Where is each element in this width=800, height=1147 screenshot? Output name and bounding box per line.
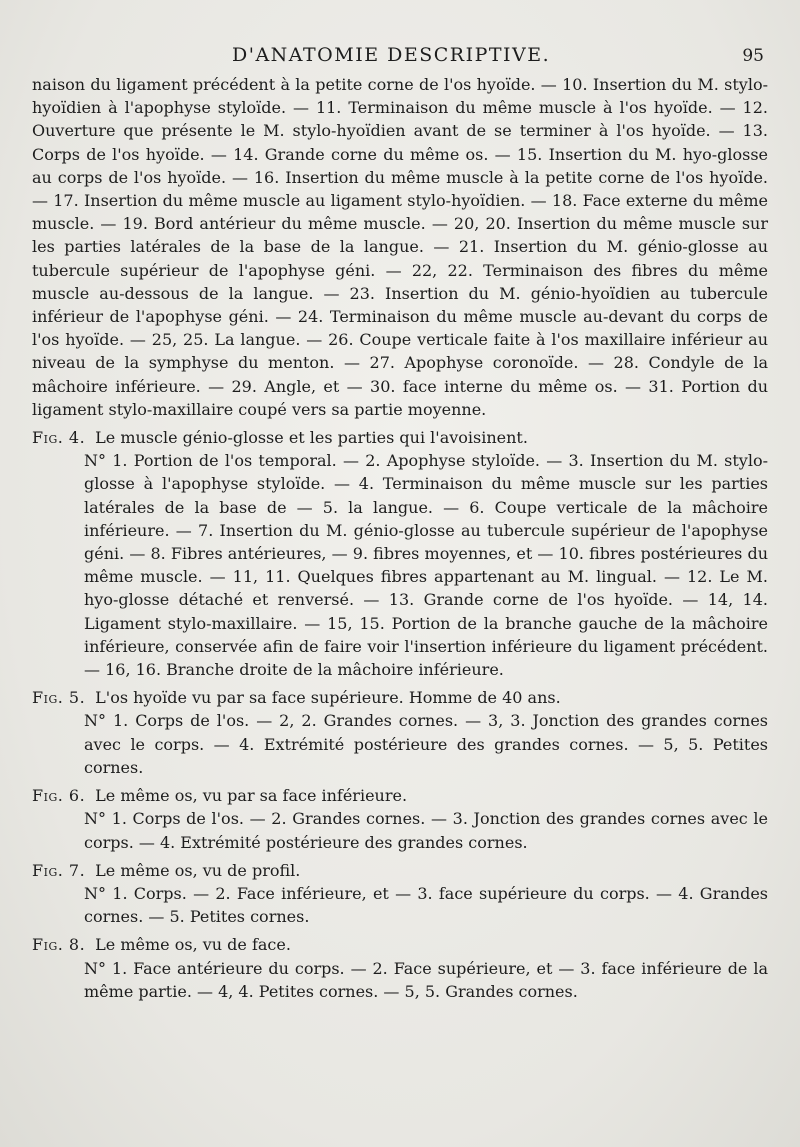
page-number: 95	[742, 46, 764, 66]
running-title: D'ANATOMIE DESCRIPTIVE.	[232, 44, 551, 66]
continuation-paragraph: naison du ligament précédent à la petite corne de l'os hyoïde. — 10. Insertion du M. stylo-hyoïdien à l'apophyse styloïde. — 11. Terminaison du même muscle à l'os hyoïde. — 12. Ouverture que présente le M. stylo-hyoïdien avant de se terminer à l'os hyoïde. — 13. Corps de l'os hyoïde. — 14. Grande corne du même os. — 15. Insertion du M. hyo-glosse au corps de l'os hyoïde. — 16. Insertion du même muscle à la petite corne de l'os hyoïde. — 17. Insertion du même muscle au ligament stylo-hyoïdien. — 18. Face externe du même muscle. — 19. Bord antérieur du même muscle. — 20, 20. Insertion du même muscle sur les parties latérales de la base de la langue. — 21. Insertion du M. génio-glosse au tubercule supérieur de l'apophyse géni. — 22, 22. Terminaison des fibres du même muscle au-dessous de la langue. — 23. Insertion du M. génio-hyoïdien au tubercule inférieur de l'apophyse géni. — 24. Terminaison du même muscle au-devant du corps de l'os hyoïde. — 25, 25. La langue. — 26. Coupe verticale faite à l'os maxillaire inférieur au niveau de la symphyse du menton. — 27. Apophyse coronoïde. — 28. Condyle de la mâchoire inférieure. — 29. Angle, et — 30. face interne du même os. — 31. Portion du ligament stylo-maxillaire coupé vers sa partie moyenne.	[32, 75, 768, 419]
figure-label: Fig. 6.	[32, 786, 86, 806]
figure-title: L'os hyoïde vu par sa face supérieure. Homme de 40 ans.	[95, 688, 561, 708]
figure-6	[32, 784, 768, 854]
body-text	[32, 73, 768, 1003]
figure-5	[32, 686, 768, 779]
figure-title: Le même os, vu de profil.	[95, 860, 301, 880]
figure-label: Fig. 5.	[32, 688, 86, 708]
figure-title: Le même os, vu de face.	[95, 935, 291, 955]
figure-title: Le même os, vu par sa face inférieure.	[95, 786, 408, 806]
page-header	[0, 44, 800, 70]
figure-description: N° 1. Corps. — 2. Face inférieure, et — 3. face supérieure du corps. — 4. Grandes cornes. — 5. Petites cornes.	[84, 883, 768, 927]
figure-label: Fig. 7.	[32, 860, 86, 880]
figure-description: N° 1. Corps de l'os. — 2. Grandes cornes. — 3. Jonction des grandes cornes avec le corps. — 4. Extrémité postérieure des grandes cornes.	[84, 809, 768, 852]
figure-title: Le muscle génio-glosse et les parties qui l'avoisinent.	[95, 428, 528, 448]
figure-description: N° 1. Corps de l'os. — 2, 2. Grandes cornes. — 3, 3. Jonction des grandes cornes avec le corps. — 4. Extrémité postérieure des grandes cornes. — 5, 5. Petites cornes.	[84, 711, 768, 777]
figure-4	[32, 426, 768, 681]
figure-description: N° 1. Portion de l'os temporal. — 2. Apophyse styloïde. — 3. Insertion du M. stylo-glosse à l'apophyse styloïde. — 4. Terminaison du même muscle sur les parties latérales de la base de — 5. la langue. — 6. Coupe verticale de la mâchoire inférieure. — 7. Insertion du M. génio-glosse au tubercule supérieur de l'apophyse géni. — 8. Fibres antérieures, — 9. fibres moyennes, et — 10. fibres postérieures du même muscle. — 11, 11. Quelques fibres appartenant au M. lingual. — 12. Le M. hyo-glosse détaché et renversé. — 13. Grande corne de l'os hyoïde. — 14, 14. Ligament stylo-maxillaire. — 15, 15. Portion de la branche gauche de la mâchoire inférieure, conservée afin de faire voir l'insertion inférieure du ligament précédent. — 16, 16. Branche droite de la mâchoire inférieure.	[84, 451, 768, 680]
figure-label: Fig. 4.	[32, 428, 86, 448]
figure-8	[32, 933, 768, 1003]
figure-7	[32, 859, 768, 929]
figure-label: Fig. 8.	[32, 935, 86, 955]
figure-description: N° 1. Face antérieure du corps. — 2. Face supérieure, et — 3. face inférieure de la même partie. — 4, 4. Petites cornes. — 5, 5. Grandes cornes.	[84, 958, 768, 1001]
